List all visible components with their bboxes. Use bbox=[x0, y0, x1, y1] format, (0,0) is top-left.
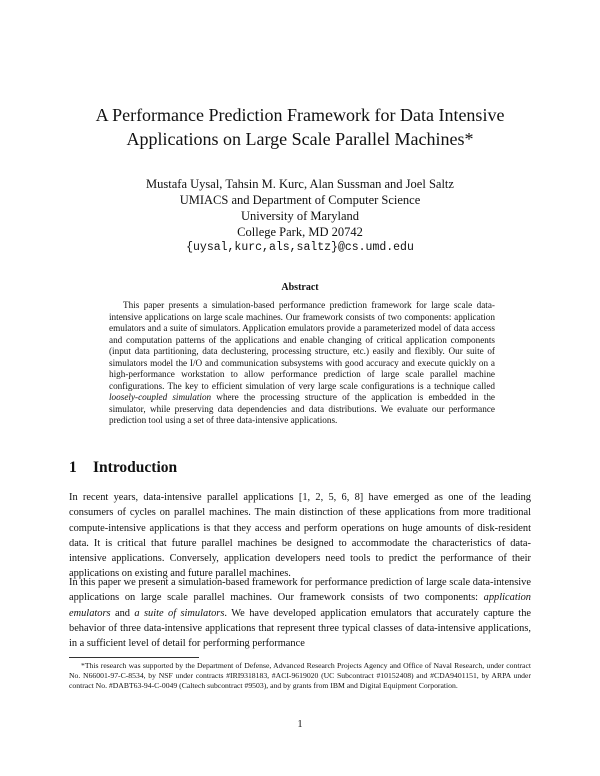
author-names: Mustafa Uysal, Tahsin M. Kurc, Alan Sussman and Joel Saltz bbox=[146, 177, 454, 191]
paper-title bbox=[60, 103, 540, 151]
title-line-2: Applications on Large Scale Parallel Machines* bbox=[126, 129, 474, 149]
section-heading bbox=[69, 459, 177, 477]
section-title: Introduction bbox=[93, 459, 178, 476]
paragraph-2-text-a: In this paper we present a simulation-based framework for performance prediction of large scale data-intensive applications on large scale parallel machines. Our framework consists of two components: bbox=[69, 577, 531, 604]
body-paragraph-2 bbox=[69, 575, 531, 651]
title-line-1: A Performance Prediction Framework for Data Intensive bbox=[95, 105, 505, 125]
abstract-text-1: This paper presents a simulation-based performance prediction framework for large scale data-intensive applications on large scale machines. Our framework consists of two components: application emulators and a suite of simulators. Application emulators provide a parameterized model of data access and computation patterns of the applications and enable changing of critical application components (input data partitioning, data declustering, processing structure, etc.) easily and flexibly. Our suite of simulators model the I/O and communication subsystems with good accuracy and execute quickly on a high-performance workstation to allow performance prediction of large scale parallel machine configurations. The key to efficient simulation of very large scale configurations is a technique called bbox=[109, 300, 495, 391]
section-number: 1 bbox=[69, 459, 77, 476]
page-number: 1 bbox=[297, 719, 303, 730]
abstract-heading: Abstract bbox=[281, 282, 319, 293]
abstract-emphasis: loosely-coupled simulation bbox=[109, 392, 212, 402]
paragraph-2-emphasis-1: application emulators bbox=[69, 592, 531, 619]
footnote-text: *This research was supported by the Department of Defense, Advanced Research Projects Agency and Office of Naval Research, under contract No. N66001-97-C-8534, by NSF under contracts #IRI9318183, #ACI-9619020 (UC Subcontract #10152408) and #CDA9401151, by ARPA under contract No. #DABT63-94-C-0049 (Caltech subcontract #9503), and by grants from IBM and Digital Equipment Corporation. bbox=[69, 661, 531, 691]
affiliation-department: UMIACS and Department of Computer Science bbox=[179, 193, 421, 207]
paragraph-2-text-c: . We have developed application emulators that accurately capture the behavior of three data-intensive applications that represent three typical classes of data-intensive applications, in a sufficient level of detail for performing performance bbox=[69, 607, 532, 650]
paragraph-1-text: In recent years, data-intensive parallel applications [1, 2, 5, 6, 8] have emerged as one of the leading consumers of cycles on parallel machines. The main distinction of these applications from more traditional compute-intensive applications is that they access and perform operations on huge amounts of disk-resident data. It is critical that future parallel machines be designed to accommodate the characteristics of data-intensive applications. Conversely, application developers need tools to predict the performance of their applications on existing and future parallel machines. bbox=[69, 492, 531, 580]
footnote-rule bbox=[69, 657, 199, 658]
body-paragraph-1 bbox=[69, 490, 531, 582]
affiliation-university: University of Maryland bbox=[240, 209, 360, 223]
affiliation-address: College Park, MD 20742 bbox=[237, 225, 363, 239]
paragraph-2-text-b: and bbox=[110, 607, 135, 619]
abstract-text-2: where the processing structure of the application is embedded in the simulator, while preserving data dependencies and data distributions. We evaluate our performance prediction tool using a set of three data-intensive applications. bbox=[109, 392, 495, 425]
footnote bbox=[69, 661, 531, 692]
abstract-body bbox=[109, 300, 495, 427]
author-emails: {uysal,kurc,als,saltz}@cs.umd.edu bbox=[186, 241, 414, 254]
author-block bbox=[60, 176, 540, 256]
paragraph-2-emphasis-2: a suite of simulators bbox=[134, 607, 225, 619]
